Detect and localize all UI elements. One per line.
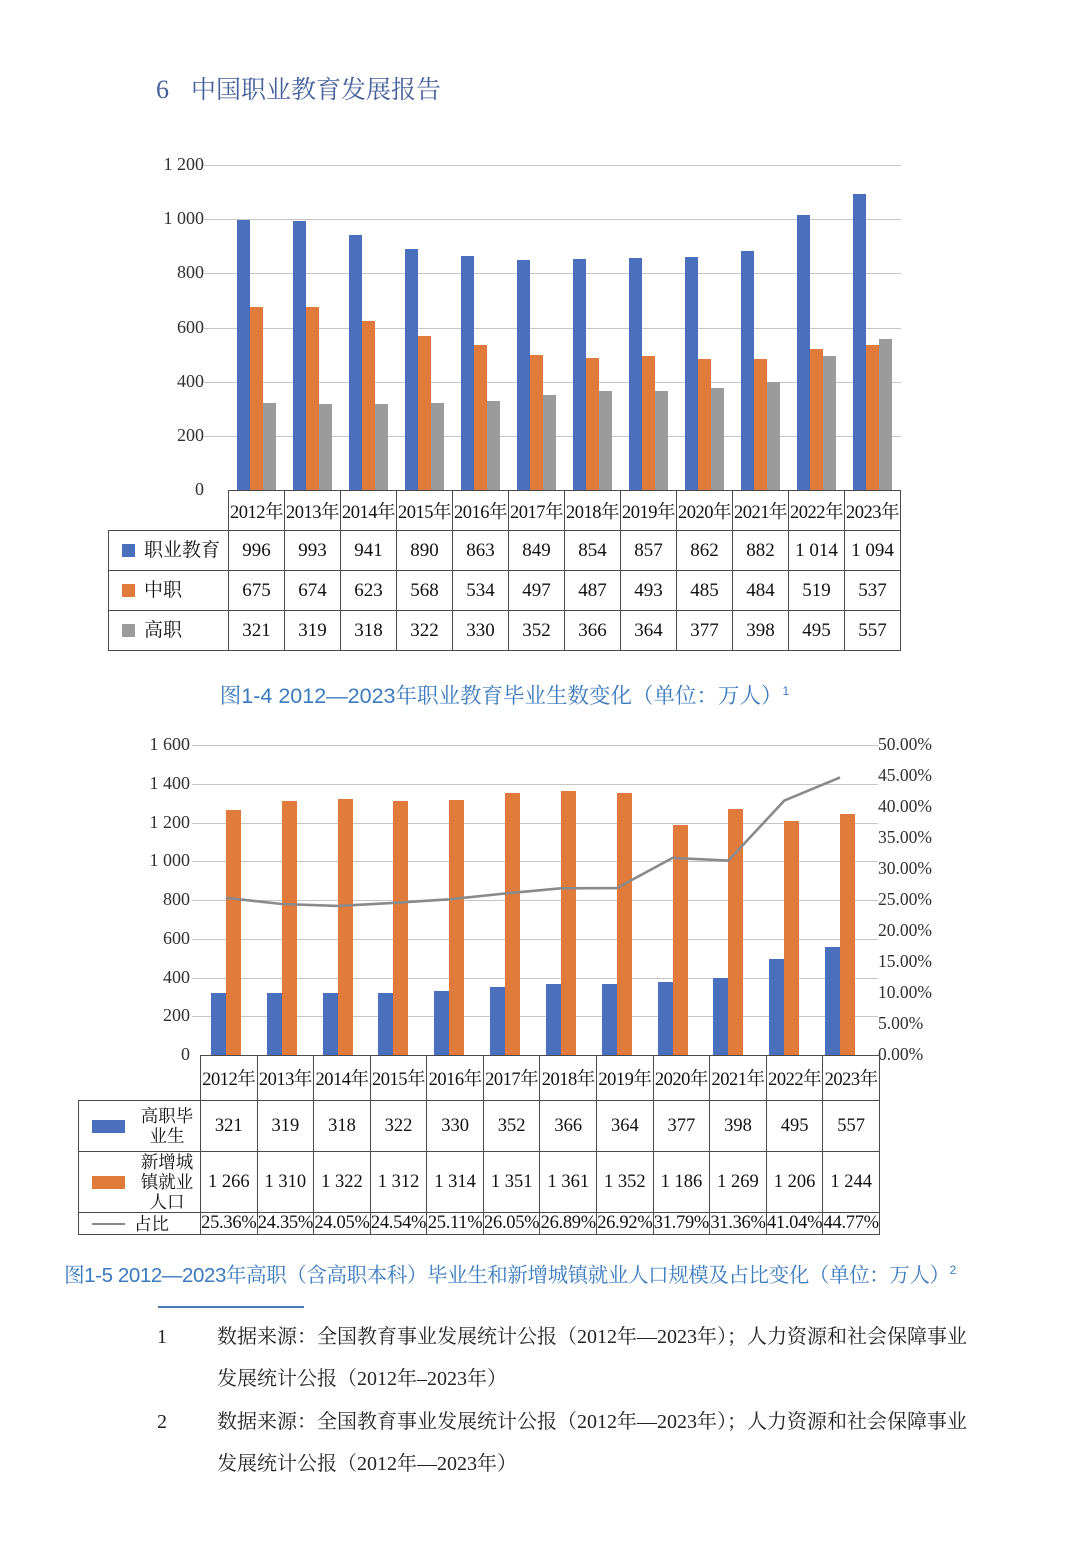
value-cell: 398 — [733, 611, 789, 651]
legend-cell — [109, 611, 229, 651]
ratio-line-chart — [198, 745, 868, 1055]
高职-bar — [375, 404, 388, 490]
value-cell: 557 — [823, 1101, 880, 1152]
value-cell: 44.77% — [823, 1213, 879, 1234]
职业教育-bar — [349, 235, 362, 490]
fig1-4-y-axis — [128, 154, 204, 500]
bar-group-2017年 — [508, 165, 564, 490]
高职-bar — [263, 403, 276, 490]
中职-legend-swatch-icon — [122, 584, 135, 597]
中职-bar — [754, 359, 767, 490]
职业教育-bar — [629, 258, 642, 490]
year-header-cell: 2017年 — [483, 1056, 540, 1101]
value-cell: 366 — [540, 1101, 597, 1152]
value-cell: 623 — [341, 571, 397, 611]
fig1-5-caption — [10, 1258, 1010, 1288]
page-number: 6 — [156, 75, 169, 104]
year-header-cell: 2016年 — [453, 491, 509, 531]
value-cell: 377 — [653, 1101, 710, 1152]
fig1-4-caption-text: 图1-4 2012—2023年职业教育毕业生数变化（单位：万人） — [219, 684, 783, 708]
table-header-row — [79, 1056, 880, 1101]
legend-label: 职业教育 — [144, 539, 221, 561]
fig2-right-y-tick-label: 40.00% — [878, 796, 932, 817]
fig1-y-tick-label: 200 — [177, 424, 204, 445]
value-cell: 25.11% — [427, 1213, 483, 1234]
value-cell: 996 — [229, 531, 285, 571]
year-header-cell: 2014年 — [341, 491, 397, 531]
legend-label: 新增城镇就业人口 — [140, 1152, 194, 1213]
value-cell: 1 014 — [789, 531, 845, 571]
value-cell: 1 352 — [597, 1152, 654, 1213]
职业教育-bar — [517, 260, 530, 490]
高职-bar — [487, 401, 500, 490]
fig1-4-footnote-ref: 1 — [782, 683, 790, 698]
职业教育-bar — [797, 215, 810, 490]
中职-bar — [250, 307, 263, 490]
fig1-y-tick-label: 800 — [177, 262, 204, 283]
fig2-left-y-tick-label: 800 — [163, 889, 190, 910]
中职-bar — [530, 355, 543, 490]
year-header-cell: 2018年 — [565, 491, 621, 531]
value-cell: 557 — [845, 611, 901, 651]
bar-group-2016年 — [452, 165, 508, 490]
year-header-cell: 2023年 — [845, 491, 901, 531]
fig2-left-y-tick-label: 1 600 — [149, 734, 190, 755]
职业教育-bar — [405, 249, 418, 490]
legend-cell — [109, 571, 229, 611]
fig2-right-y-tick-label: 5.00% — [878, 1013, 924, 1034]
bar-group-2021年 — [733, 165, 789, 490]
value-cell: 1 206 — [766, 1152, 823, 1213]
table-header-row — [109, 491, 901, 531]
fig1-4-caption — [108, 679, 901, 710]
value-cell: 857 — [621, 531, 677, 571]
value-cell: 24.35% — [257, 1213, 313, 1234]
bar-group-2020年 — [677, 165, 733, 490]
footnote-1-text: 数据来源：全国教育事业发展统计公报（2012年—2023年）；人力资源和社会保障事业发展统计公报（2012年–2023年） — [217, 1326, 967, 1391]
fig1-5-footnote-ref: 2 — [949, 1263, 956, 1278]
value-cell: 319 — [257, 1101, 314, 1152]
value-cell: 493 — [621, 571, 677, 611]
value-cell: 862 — [677, 531, 733, 571]
year-header-cell: 2022年 — [766, 1056, 823, 1101]
value-cell: 863 — [453, 531, 509, 571]
bar-group-2014年 — [340, 165, 396, 490]
value-cell: 31.79% — [653, 1213, 710, 1234]
value-cell: 330 — [453, 611, 509, 651]
高职-bar — [655, 391, 668, 490]
value-cell: 497 — [509, 571, 565, 611]
fig2-left-y-tick-label: 1 400 — [149, 772, 190, 793]
fig2-left-y-tick-label: 1 200 — [149, 811, 190, 832]
fig1-4-plot-area — [228, 165, 901, 490]
footnote-2-text: 数据来源：全国教育事业发展统计公报（2012年—2023年）；人力资源和社会保障事业发展统计公报（2012年—2023年） — [217, 1410, 967, 1476]
高职毕业生-legend-swatch-icon — [92, 1120, 125, 1133]
year-header-cell: 2020年 — [653, 1056, 710, 1101]
value-cell: 674 — [285, 571, 341, 611]
fig2-right-y-tick-label: 50.00% — [878, 734, 932, 755]
legend-cell — [79, 1101, 201, 1152]
value-cell: 1 351 — [483, 1152, 540, 1213]
中职-bar — [810, 349, 823, 490]
新增城镇就业人口-legend-swatch-icon — [92, 1176, 125, 1189]
value-cell: 352 — [509, 611, 565, 651]
fig2-right-y-tick-label: 25.00% — [878, 889, 932, 910]
value-cell: 568 — [397, 571, 453, 611]
table-row-职业教育 — [109, 531, 901, 571]
blank-corner-cell — [79, 1056, 201, 1101]
legend-label: 高职毕业生 — [140, 1105, 194, 1146]
fig2-right-y-tick-label: 30.00% — [878, 858, 932, 879]
year-header-cell: 2016年 — [427, 1056, 484, 1101]
year-header-cell: 2019年 — [597, 1056, 654, 1101]
year-header-cell: 2015年 — [370, 1056, 427, 1101]
value-cell: 519 — [789, 571, 845, 611]
value-cell: 487 — [565, 571, 621, 611]
value-cell: 364 — [597, 1101, 654, 1152]
占比-legend-swatch-icon — [92, 1223, 125, 1226]
value-cell: 366 — [565, 611, 621, 651]
value-cell: 26.89% — [540, 1213, 596, 1234]
职业教育-bar — [461, 256, 474, 490]
value-cell: 1 310 — [257, 1152, 314, 1213]
year-header-cell: 2023年 — [823, 1056, 880, 1101]
value-cell: 24.05% — [314, 1213, 370, 1234]
value-cell: 1 244 — [823, 1152, 880, 1213]
value-cell: 322 — [370, 1101, 427, 1152]
value-cell: 993 — [285, 531, 341, 571]
高职-bar — [767, 382, 780, 490]
中职-bar — [418, 336, 431, 490]
legend-label: 占比 — [134, 1213, 169, 1234]
value-cell: 495 — [766, 1101, 823, 1152]
高职-bar — [319, 404, 332, 490]
year-header-cell: 2019年 — [621, 491, 677, 531]
legend-cell — [79, 1213, 201, 1235]
中职-bar — [474, 345, 487, 490]
高职-bar — [543, 395, 556, 490]
table-row-高职毕业生 — [79, 1101, 880, 1152]
中职-bar — [698, 359, 711, 490]
fig2-left-y-tick-label: 200 — [163, 1005, 190, 1026]
year-header-cell: 2012年 — [201, 1056, 258, 1101]
value-cell: 534 — [453, 571, 509, 611]
fig2-right-y-tick-label: 15.00% — [878, 951, 932, 972]
value-cell: 352 — [483, 1101, 540, 1152]
bar-group-2012年 — [228, 165, 284, 490]
legend-cell — [79, 1152, 201, 1213]
fig2-right-y-tick-label: 45.00% — [878, 765, 932, 786]
value-cell: 882 — [733, 531, 789, 571]
bar-groups — [228, 165, 901, 490]
高职-bar — [879, 339, 892, 490]
fig2-left-y-tick-label: 600 — [163, 927, 190, 948]
table-row-新增城镇就业人口 — [79, 1152, 880, 1213]
value-cell: 537 — [845, 571, 901, 611]
value-cell: 377 — [677, 611, 733, 651]
value-cell: 318 — [314, 1101, 371, 1152]
page-header — [156, 70, 441, 106]
footnote-2-number: 2 — [157, 1410, 167, 1433]
职业教育-bar — [293, 221, 306, 490]
bar-group-2018年 — [564, 165, 620, 490]
blank-corner-cell — [109, 491, 229, 531]
fig1-5-left-y-axis — [118, 734, 190, 1065]
value-cell: 398 — [710, 1101, 767, 1152]
value-cell: 854 — [565, 531, 621, 571]
value-cell: 1 094 — [845, 531, 901, 571]
中职-bar — [866, 345, 879, 490]
year-header-cell: 2022年 — [789, 491, 845, 531]
legend-cell — [109, 531, 229, 571]
legend-label: 高职 — [144, 619, 183, 641]
中职-bar — [306, 307, 319, 490]
ratio-line — [226, 777, 840, 906]
year-header-cell: 2012年 — [229, 491, 285, 531]
fig1-y-tick-label: 1 000 — [163, 208, 204, 229]
中职-bar — [362, 321, 375, 490]
fig2-right-y-tick-label: 35.00% — [878, 827, 932, 848]
fig1-5-caption-text: 图1-5 2012—2023年高职（含高职本科）毕业生和新增城镇就业人口规模及占比变化（单位：万人） — [64, 1264, 950, 1287]
fig1-5-right-y-axis — [878, 734, 970, 1065]
value-cell: 484 — [733, 571, 789, 611]
value-cell: 675 — [229, 571, 285, 611]
fig1-4-data-table — [108, 490, 901, 651]
fig1-y-tick-label: 1 200 — [163, 154, 204, 175]
page-title: 中国职业教育发展报告 — [191, 77, 442, 104]
value-cell: 26.05% — [484, 1213, 540, 1234]
高职-bar — [823, 356, 836, 490]
legend-label: 中职 — [144, 579, 183, 601]
value-cell: 1 186 — [653, 1152, 710, 1213]
value-cell: 321 — [201, 1101, 258, 1152]
year-header-cell: 2020年 — [677, 491, 733, 531]
fig1-5-data-table — [78, 1055, 880, 1235]
bar-group-2015年 — [396, 165, 452, 490]
bar-group-2013年 — [284, 165, 340, 490]
fig1-y-tick-label: 400 — [177, 370, 204, 391]
value-cell: 31.36% — [710, 1213, 766, 1234]
value-cell: 318 — [341, 611, 397, 651]
value-cell: 941 — [341, 531, 397, 571]
year-header-cell: 2021年 — [733, 491, 789, 531]
高职-legend-swatch-icon — [122, 624, 135, 637]
职业教育-bar — [237, 220, 250, 490]
职业教育-bar — [853, 194, 866, 490]
value-cell: 26.92% — [597, 1213, 653, 1234]
职业教育-bar — [573, 259, 586, 490]
value-cell: 1 322 — [314, 1152, 371, 1213]
footnote-1 — [157, 1316, 969, 1401]
footnote-1-number: 1 — [157, 1326, 167, 1348]
value-cell: 849 — [509, 531, 565, 571]
value-cell: 41.04% — [766, 1213, 823, 1234]
fig2-left-y-tick-label: 1 000 — [149, 850, 190, 871]
value-cell: 1 361 — [540, 1152, 597, 1213]
year-header-cell: 2013年 — [257, 1056, 314, 1101]
year-header-cell: 2017年 — [509, 491, 565, 531]
year-header-cell: 2015年 — [397, 491, 453, 531]
职业教育-legend-swatch-icon — [122, 544, 135, 557]
fig2-right-y-tick-label: 20.00% — [878, 920, 932, 941]
value-cell: 1 269 — [710, 1152, 767, 1213]
fig1-y-tick-label: 0 — [195, 479, 204, 500]
fig2-right-y-tick-label: 10.00% — [878, 982, 932, 1003]
footnotes — [157, 1316, 969, 1486]
table-row-中职 — [109, 571, 901, 611]
value-cell: 322 — [397, 611, 453, 651]
fig2-right-y-tick-label: 0.00% — [878, 1044, 924, 1065]
value-cell: 330 — [427, 1101, 484, 1152]
value-cell: 485 — [677, 571, 733, 611]
value-cell: 321 — [229, 611, 285, 651]
fig2-left-y-tick-label: 0 — [181, 1044, 190, 1065]
中职-bar — [642, 356, 655, 490]
value-cell: 1 312 — [370, 1152, 427, 1213]
value-cell: 1 266 — [201, 1152, 258, 1213]
职业教育-bar — [685, 257, 698, 490]
高职-bar — [431, 403, 444, 490]
中职-bar — [586, 358, 599, 490]
value-cell: 24.54% — [370, 1213, 427, 1234]
value-cell: 319 — [285, 611, 341, 651]
table-row-占比 — [79, 1213, 880, 1235]
高职-bar — [599, 391, 612, 490]
bar-group-2019年 — [621, 165, 677, 490]
职业教育-bar — [741, 251, 754, 490]
fig1-5-plot-area — [198, 745, 868, 1055]
高职-bar — [711, 388, 724, 490]
value-cell: 890 — [397, 531, 453, 571]
value-cell: 495 — [789, 611, 845, 651]
bar-group-2022年 — [789, 165, 845, 490]
bar-group-2023年 — [845, 165, 901, 490]
fig2-left-y-tick-label: 400 — [163, 966, 190, 987]
value-cell: 25.36% — [201, 1213, 257, 1234]
fig1-y-tick-label: 600 — [177, 316, 204, 337]
footnote-divider — [158, 1306, 304, 1308]
year-header-cell: 2018年 — [540, 1056, 597, 1101]
value-cell: 364 — [621, 611, 677, 651]
value-cell: 1 314 — [427, 1152, 484, 1213]
footnote-2 — [157, 1401, 969, 1486]
table-row-高职 — [109, 611, 901, 651]
year-header-cell: 2021年 — [710, 1056, 767, 1101]
year-header-cell: 2014年 — [314, 1056, 371, 1101]
year-header-cell: 2013年 — [285, 491, 341, 531]
